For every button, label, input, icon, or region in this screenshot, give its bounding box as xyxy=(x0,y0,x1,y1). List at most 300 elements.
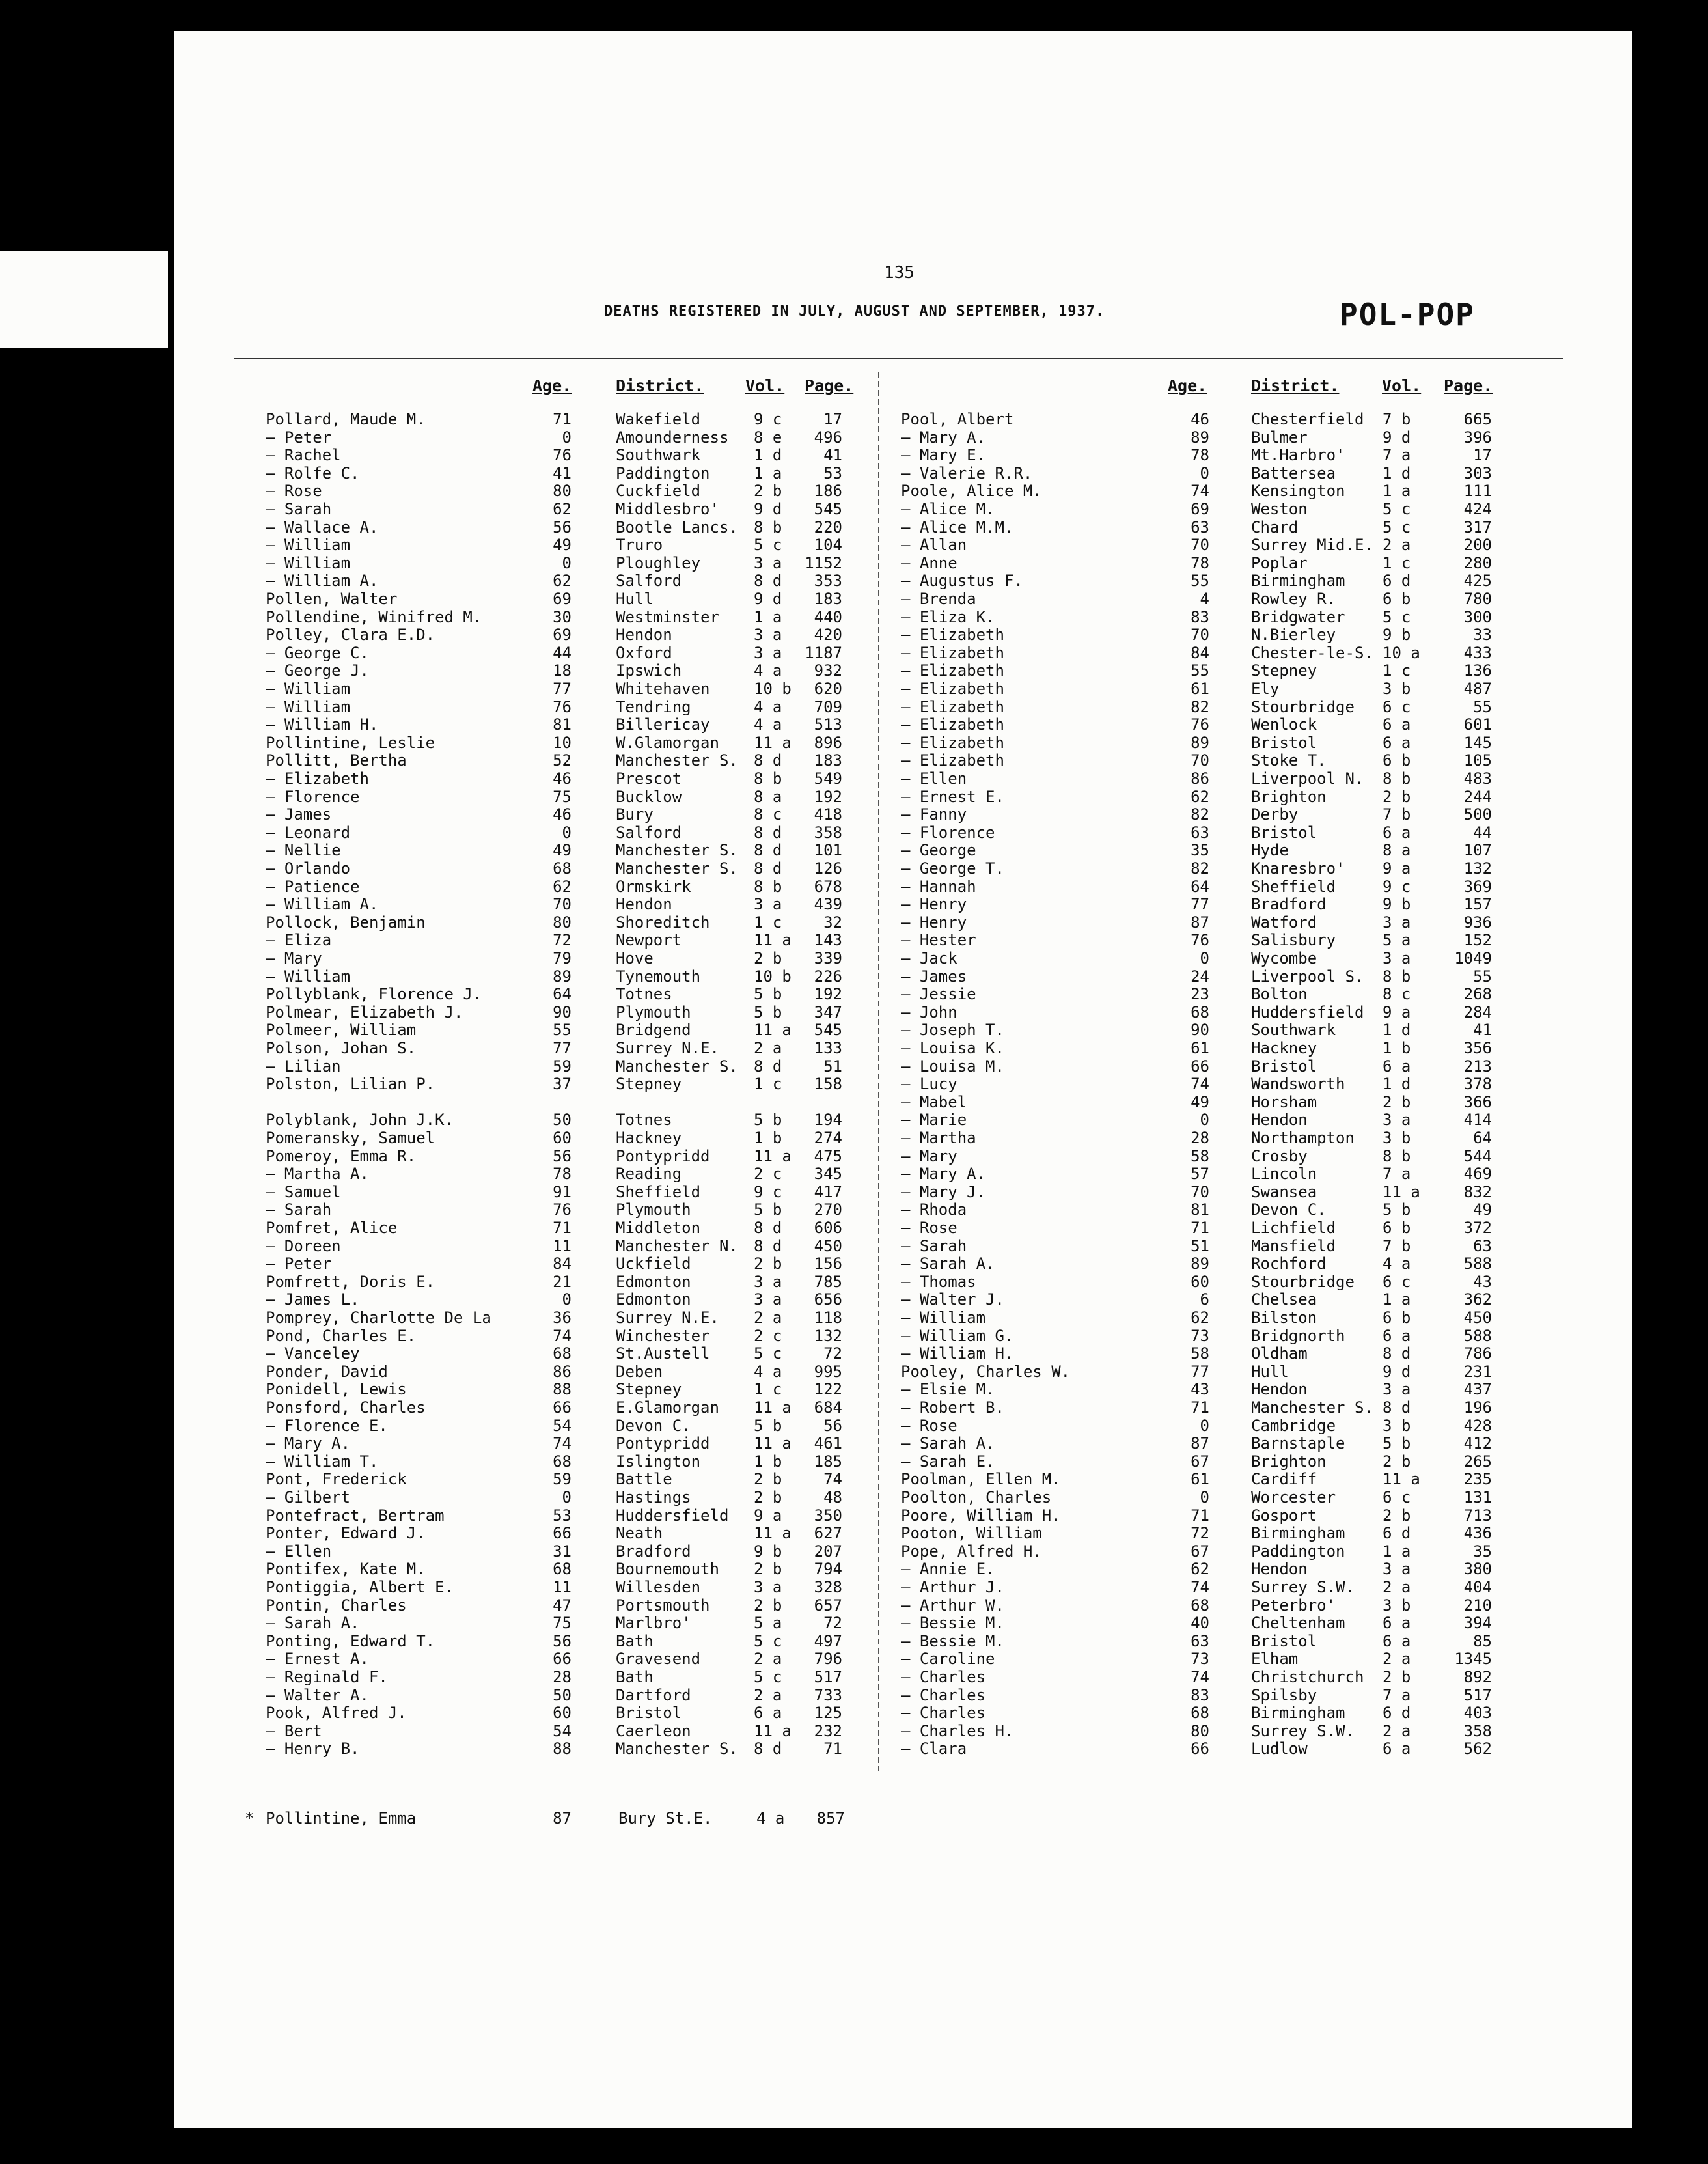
entry-district: Hendon xyxy=(1251,1560,1308,1579)
entry-age: 75 xyxy=(553,787,572,806)
register-entry xyxy=(266,1039,864,1057)
entry-age: 62 xyxy=(1191,787,1209,806)
entry-name: — Lucy xyxy=(901,1075,957,1094)
entry-name: Ponsford, Charles xyxy=(266,1398,426,1417)
register-entry xyxy=(266,1075,864,1093)
entry-vol: 8 a xyxy=(1383,841,1411,860)
register-entry xyxy=(901,1506,1500,1525)
entry-district: Stourbridge xyxy=(1251,697,1355,716)
register-entry xyxy=(266,1578,864,1596)
entry-vol: 2 a xyxy=(754,1309,782,1327)
register-entry xyxy=(901,1398,1500,1417)
entry-page: 684 xyxy=(814,1398,842,1417)
register-entry xyxy=(901,967,1500,986)
register-entry xyxy=(266,1488,864,1506)
entry-district: Swansea xyxy=(1251,1182,1317,1201)
entry-vol: 8 b xyxy=(1383,770,1411,788)
register-entry xyxy=(266,805,864,824)
entry-vol: 8 b xyxy=(754,877,782,896)
register-entry xyxy=(266,1632,864,1650)
entry-name: — Augustus F. xyxy=(901,572,1023,590)
register-entry xyxy=(266,1668,864,1686)
entry-name: Pont, Frederick xyxy=(266,1470,407,1489)
entry-page: 424 xyxy=(1463,500,1492,518)
entry-age: 68 xyxy=(553,1560,572,1579)
entry-district: Crosby xyxy=(1251,1146,1308,1165)
entry-name: — Peter xyxy=(266,1255,332,1273)
entry-page: 158 xyxy=(814,1075,842,1094)
entry-district: Surrey S.W. xyxy=(1251,1721,1355,1740)
entry-age: 83 xyxy=(1191,1685,1209,1704)
entry-vol: 9 d xyxy=(754,500,782,518)
entry-page: 232 xyxy=(814,1721,842,1740)
entry-page: 588 xyxy=(1463,1255,1492,1273)
entry-district: Watford xyxy=(1251,913,1317,932)
page-title: DEATHS REGISTERED IN JULY, AUGUST AND SEPTEMBER, 1937. xyxy=(604,303,1105,320)
entry-page: 207 xyxy=(814,1542,842,1561)
entry-vol: 1 a xyxy=(1383,482,1411,501)
entry-name: — Robert B. xyxy=(901,1398,1004,1417)
entry-age: 76 xyxy=(1191,715,1209,734)
entry-page: 657 xyxy=(814,1596,842,1615)
entry-name: Pollard, Maude M. xyxy=(266,410,426,428)
entry-age: 82 xyxy=(1191,859,1209,878)
entry-vol: 5 c xyxy=(1383,500,1411,518)
entry-age: 46 xyxy=(553,770,572,788)
register-entry xyxy=(266,751,864,770)
entry-age: 0 xyxy=(1200,1488,1209,1506)
entry-district: Northampton xyxy=(1251,1129,1355,1147)
entry-name: — Bessie M. xyxy=(901,1631,1004,1650)
entry-vol: 9 b xyxy=(1383,626,1411,645)
entry-page: 665 xyxy=(1463,410,1492,428)
register-entry xyxy=(901,1363,1500,1381)
entry-vol: 1 d xyxy=(1383,1075,1411,1094)
entry-name: Pool, Albert xyxy=(901,410,1014,428)
register-entry xyxy=(901,1434,1500,1452)
entry-district: Manchester S. xyxy=(1251,1398,1373,1417)
entry-age: 82 xyxy=(1191,805,1209,824)
entry-vol: 9 c xyxy=(754,1182,782,1201)
entry-district: Bootle Lancs. xyxy=(616,518,738,536)
entry-age: 89 xyxy=(1191,1255,1209,1273)
register-entry xyxy=(901,464,1500,482)
entry-name: Pollyblank, Florence J. xyxy=(266,985,482,1004)
entry-name: — Gilbert xyxy=(266,1488,351,1506)
entry-age: 56 xyxy=(553,1146,572,1165)
entry-vol: 9 d xyxy=(1383,428,1411,447)
entry-district: Prescot xyxy=(616,770,682,788)
entry-district: Southwark xyxy=(616,446,701,465)
register-entry xyxy=(901,1219,1500,1237)
register-entry xyxy=(266,1722,864,1740)
register-entry xyxy=(901,1200,1500,1219)
entry-vol: 4 a xyxy=(1383,1255,1411,1273)
entry-vol: 10 a xyxy=(1383,643,1420,662)
entry-age: 70 xyxy=(1191,751,1209,770)
entry-district: Brighton xyxy=(1251,787,1327,806)
entry-page: 353 xyxy=(814,572,842,590)
entry-age: 28 xyxy=(553,1668,572,1686)
entry-vol: 8 c xyxy=(754,805,782,824)
entry-vol: 1 b xyxy=(754,1129,782,1147)
entry-name: — Thomas xyxy=(901,1272,976,1291)
register-entry xyxy=(901,1075,1500,1093)
entry-vol: 2 b xyxy=(754,1255,782,1273)
entry-name: — Ernest A. xyxy=(266,1650,369,1669)
entry-name: Pontefract, Bertram xyxy=(266,1506,445,1525)
entry-name: — Elizabeth xyxy=(901,643,1004,662)
entry-page: 562 xyxy=(1463,1740,1492,1758)
register-entry xyxy=(266,1740,864,1758)
entry-vol: 6 b xyxy=(1383,1219,1411,1237)
entry-name: Poolton, Charles xyxy=(901,1488,1052,1506)
entry-page: 496 xyxy=(814,428,842,447)
register-entry xyxy=(266,1398,864,1417)
entry-age: 63 xyxy=(1191,518,1209,536)
entry-age: 68 xyxy=(1191,1003,1209,1021)
entry-name: — Elsie M. xyxy=(901,1380,995,1399)
entry-age: 62 xyxy=(1191,1309,1209,1327)
entry-age: 76 xyxy=(553,446,572,465)
register-entry xyxy=(266,1327,864,1345)
entry-district: Rowley R. xyxy=(1251,590,1336,608)
entry-age: 74 xyxy=(553,1434,572,1453)
entry-age: 71 xyxy=(1191,1506,1209,1525)
entry-name: Pomprey, Charlotte De La xyxy=(266,1309,491,1327)
register-entry xyxy=(901,1668,1500,1686)
entry-page: 107 xyxy=(1463,841,1492,860)
register-entry xyxy=(266,1506,864,1525)
entry-district: Cardiff xyxy=(1251,1470,1317,1489)
register-entry xyxy=(901,680,1500,698)
entry-name: Pomfrett, Doris E. xyxy=(266,1272,435,1291)
entry-page: 126 xyxy=(814,859,842,878)
entry-name: — William A. xyxy=(266,895,379,914)
entry-name: — Arthur W. xyxy=(901,1596,1004,1615)
entry-name: — Mary A. xyxy=(901,1165,986,1184)
entry-name: Pollendine, Winifred M. xyxy=(266,607,482,626)
register-entry xyxy=(901,1309,1500,1327)
entry-page: 55 xyxy=(1473,967,1492,986)
entry-vol: 2 b xyxy=(754,1596,782,1615)
entry-name: — Mary A. xyxy=(266,1434,351,1453)
entry-district: Battle xyxy=(616,1470,672,1489)
entry-name: — Hester xyxy=(901,931,976,950)
entry-age: 56 xyxy=(553,518,572,536)
entry-age: 82 xyxy=(1191,697,1209,716)
entry-vol: 3 a xyxy=(1383,1560,1411,1579)
entry-district: Middlesbro' xyxy=(616,500,719,518)
entry-vol: 2 a xyxy=(1383,1721,1411,1740)
entry-vol: 3 a xyxy=(1383,1380,1411,1399)
entry-age: 0 xyxy=(562,1488,572,1506)
entry-name: — Rachel xyxy=(266,446,341,465)
entry-vol: 8 b xyxy=(1383,1146,1411,1165)
entry-page: 932 xyxy=(814,661,842,680)
entry-page: 345 xyxy=(814,1165,842,1184)
entry-age: 53 xyxy=(553,1506,572,1525)
entry-name: — Mary xyxy=(266,949,322,967)
register-entry xyxy=(266,1147,864,1165)
entry-age: 77 xyxy=(1191,1362,1209,1381)
entry-age: 80 xyxy=(553,913,572,932)
entry-vol: 11 a xyxy=(754,733,792,752)
entry-age: 11 xyxy=(553,1578,572,1596)
register-entry xyxy=(901,1542,1500,1561)
entry-page: 780 xyxy=(1463,590,1492,608)
entry-page: 270 xyxy=(814,1200,842,1219)
entry-vol: 8 b xyxy=(754,518,782,536)
entry-vol: 1 a xyxy=(754,464,782,482)
entry-district: Bath xyxy=(616,1631,654,1650)
entry-vol: 6 b xyxy=(1383,751,1411,770)
entry-district: Horsham xyxy=(1251,1092,1317,1111)
entry-vol: 7 b xyxy=(1383,1236,1411,1255)
entry-name: — Wallace A. xyxy=(266,518,379,536)
entry-name: — George xyxy=(901,841,976,860)
entry-page: 358 xyxy=(1463,1721,1492,1740)
entry-district: Bridgwater xyxy=(1251,607,1345,626)
column-divider xyxy=(878,372,879,1771)
entry-page: 545 xyxy=(814,1021,842,1040)
entry-age: 4 xyxy=(1200,590,1209,608)
entry-name: — Marie xyxy=(901,1111,967,1130)
entry-name: — Elizabeth xyxy=(901,751,1004,770)
entry-name: Poore, William H. xyxy=(901,1506,1061,1525)
entry-page: 136 xyxy=(1463,661,1492,680)
entry-page: 437 xyxy=(1463,1380,1492,1399)
page-number: 135 xyxy=(884,263,915,283)
entry-age: 54 xyxy=(553,1416,572,1435)
entry-vol: 8 d xyxy=(754,841,782,860)
register-entry xyxy=(901,734,1500,752)
register-entry xyxy=(901,698,1500,716)
entry-page: 210 xyxy=(1463,1596,1492,1615)
entry-name: — William A. xyxy=(266,572,379,590)
entry-district: Kensington xyxy=(1251,482,1345,501)
entry-age: 73 xyxy=(1191,1326,1209,1345)
entry-name: — Alice M.M. xyxy=(901,518,1014,536)
entry-page: 186 xyxy=(814,482,842,501)
entry-name: — Henry xyxy=(901,913,967,932)
entry-vol: 3 a xyxy=(1383,1111,1411,1130)
entry-age: 56 xyxy=(553,1631,572,1650)
entry-vol: 3 b xyxy=(1383,1416,1411,1435)
register-entry xyxy=(901,1039,1500,1057)
entry-vol: 2 a xyxy=(1383,1650,1411,1669)
entry-vol: 11 a xyxy=(754,1146,792,1165)
entry-age: 66 xyxy=(1191,1740,1209,1758)
register-entry xyxy=(266,554,864,572)
entry-vol: 7 a xyxy=(1383,1165,1411,1184)
entry-page: 105 xyxy=(1463,751,1492,770)
entry-vol: 2 a xyxy=(754,1039,782,1057)
footnote-name: Pollintine, Emma xyxy=(266,1809,417,1827)
entry-district: Hyde xyxy=(1251,841,1289,860)
entry-vol: 2 b xyxy=(754,1560,782,1579)
entry-vol: 6 c xyxy=(1383,1272,1411,1291)
entry-vol: 2 b xyxy=(1383,1668,1411,1686)
entry-name: — William xyxy=(266,553,351,572)
entry-vol: 1 d xyxy=(754,446,782,465)
entry-page: 380 xyxy=(1463,1560,1492,1579)
entry-page: 192 xyxy=(814,787,842,806)
register-entry xyxy=(901,1704,1500,1722)
entry-name: Polley, Clara E.D. xyxy=(266,626,435,645)
entry-age: 71 xyxy=(1191,1398,1209,1417)
entry-page: 475 xyxy=(814,1146,842,1165)
register-entry xyxy=(901,1524,1500,1542)
entry-vol: 11 a xyxy=(754,931,792,950)
entry-district: Bristol xyxy=(1251,733,1317,752)
register-entry xyxy=(901,1614,1500,1632)
entry-age: 61 xyxy=(1191,1039,1209,1057)
register-entry xyxy=(266,1650,864,1668)
entry-name: — Mary J. xyxy=(901,1182,986,1201)
entry-age: 91 xyxy=(553,1182,572,1201)
entry-vol: 5 c xyxy=(754,1631,782,1650)
entry-page: 627 xyxy=(814,1524,842,1543)
entry-district: Totnes xyxy=(616,985,672,1004)
entry-name: — Sarah xyxy=(901,1236,967,1255)
entry-name: — Valerie R.R. xyxy=(901,464,1033,482)
entry-district: Plymouth xyxy=(616,1003,691,1021)
entry-age: 31 xyxy=(553,1542,572,1561)
register-entry xyxy=(266,878,864,896)
entry-page: 995 xyxy=(814,1362,842,1381)
entry-name: — Doreen xyxy=(266,1236,341,1255)
entry-district: Peterbro' xyxy=(1251,1596,1336,1615)
entry-vol: 2 b xyxy=(754,949,782,967)
entry-district: Bury xyxy=(616,805,654,824)
register-entry xyxy=(266,1614,864,1632)
entry-age: 47 xyxy=(553,1596,572,1615)
entry-page: 620 xyxy=(814,680,842,698)
entry-district: Bulmer xyxy=(1251,428,1308,447)
entry-district: Paddington xyxy=(1251,1542,1345,1561)
entry-name: — Rose xyxy=(901,1416,957,1435)
entry-name: — Henry B. xyxy=(266,1740,360,1758)
register-entry xyxy=(266,967,864,986)
register-entry xyxy=(266,1093,864,1111)
register-entry xyxy=(266,644,864,662)
entry-vol: 10 b xyxy=(754,680,792,698)
entry-name: — Lilian xyxy=(266,1057,341,1075)
entry-district: Islington xyxy=(616,1452,701,1471)
entry-district: Hendon xyxy=(1251,1380,1308,1399)
register-entry xyxy=(266,1704,864,1722)
entry-name: Pontiggia, Albert E. xyxy=(266,1578,454,1596)
register-entry xyxy=(901,1632,1500,1650)
entry-name: — Rolfe C. xyxy=(266,464,360,482)
entry-district: Chelsea xyxy=(1251,1290,1317,1309)
entry-page: 33 xyxy=(1473,626,1492,645)
entry-vol: 1 c xyxy=(754,913,782,932)
entry-name: Ponting, Edward T. xyxy=(266,1631,435,1650)
footnote-district: Bury St.E. xyxy=(618,1809,713,1827)
entry-name: — George T. xyxy=(901,859,1004,878)
entry-name: Pook, Alfred J. xyxy=(266,1704,407,1723)
register-entry xyxy=(901,1344,1500,1363)
entry-age: 68 xyxy=(1191,1596,1209,1615)
entry-age: 44 xyxy=(553,643,572,662)
entry-page: 487 xyxy=(1463,680,1492,698)
entry-district: Truro xyxy=(616,536,663,555)
entry-name: — Nellie xyxy=(266,841,341,860)
entry-age: 86 xyxy=(553,1362,572,1381)
entry-district: Manchester N. xyxy=(616,1236,738,1255)
footnote-vol: 4 a xyxy=(756,1809,785,1827)
entry-age: 36 xyxy=(553,1309,572,1327)
register-entry xyxy=(901,500,1500,518)
entry-name: Ponder, David xyxy=(266,1362,388,1381)
register-entry xyxy=(901,554,1500,572)
entry-page: 280 xyxy=(1463,553,1492,572)
entry-name: — Elizabeth xyxy=(901,733,1004,752)
entry-page: 200 xyxy=(1463,536,1492,555)
entry-name: — Samuel xyxy=(266,1182,341,1201)
entry-district: Devon C. xyxy=(616,1416,691,1435)
register-entry xyxy=(901,1290,1500,1309)
entry-name: — Walter J. xyxy=(901,1290,1004,1309)
entry-name: — Rose xyxy=(901,1219,957,1237)
entry-vol: 11 a xyxy=(1383,1470,1420,1489)
entry-age: 72 xyxy=(553,931,572,950)
register-entry xyxy=(266,1417,864,1435)
entry-district: Mansfield xyxy=(1251,1236,1336,1255)
register-entry xyxy=(266,1200,864,1219)
entry-page: 1152 xyxy=(805,553,842,572)
entry-age: 59 xyxy=(553,1470,572,1489)
entry-name: — George C. xyxy=(266,643,369,662)
entry-district: Bristol xyxy=(616,1704,682,1723)
entry-district: Bristol xyxy=(1251,823,1317,842)
entry-vol: 8 a xyxy=(754,787,782,806)
entry-page: 656 xyxy=(814,1290,842,1309)
entry-district: Chard xyxy=(1251,518,1299,536)
entry-vol: 2 a xyxy=(754,1685,782,1704)
entry-name: — William xyxy=(266,967,351,986)
entry-page: 517 xyxy=(814,1668,842,1686)
entry-name: Pollen, Walter xyxy=(266,590,398,608)
entry-name: — Allan xyxy=(901,536,967,555)
entry-vol: 9 a xyxy=(1383,1003,1411,1021)
register-entry xyxy=(266,1165,864,1183)
register-entry xyxy=(266,824,864,842)
register-entry xyxy=(901,751,1500,770)
entry-district: E.Glamorgan xyxy=(616,1398,719,1417)
entry-page: 226 xyxy=(814,967,842,986)
entry-age: 76 xyxy=(1191,931,1209,950)
entry-page: 461 xyxy=(814,1434,842,1453)
entry-age: 0 xyxy=(562,823,572,842)
entry-age: 49 xyxy=(553,841,572,860)
entry-district: Neath xyxy=(616,1524,663,1543)
register-entry xyxy=(901,824,1500,842)
register-entry xyxy=(266,859,864,878)
entry-vol: 1 d xyxy=(1383,1021,1411,1040)
entry-name: Pomeransky, Samuel xyxy=(266,1129,435,1147)
entry-vol: 6 a xyxy=(1383,1631,1411,1650)
entry-district: Surrey N.E. xyxy=(616,1309,719,1327)
entry-page: 101 xyxy=(814,841,842,860)
entry-age: 68 xyxy=(553,1344,572,1363)
entry-vol: 11 a xyxy=(754,1021,792,1040)
entry-page: 35 xyxy=(1473,1542,1492,1561)
entry-district: Willesden xyxy=(616,1578,701,1596)
entry-age: 81 xyxy=(1191,1200,1209,1219)
